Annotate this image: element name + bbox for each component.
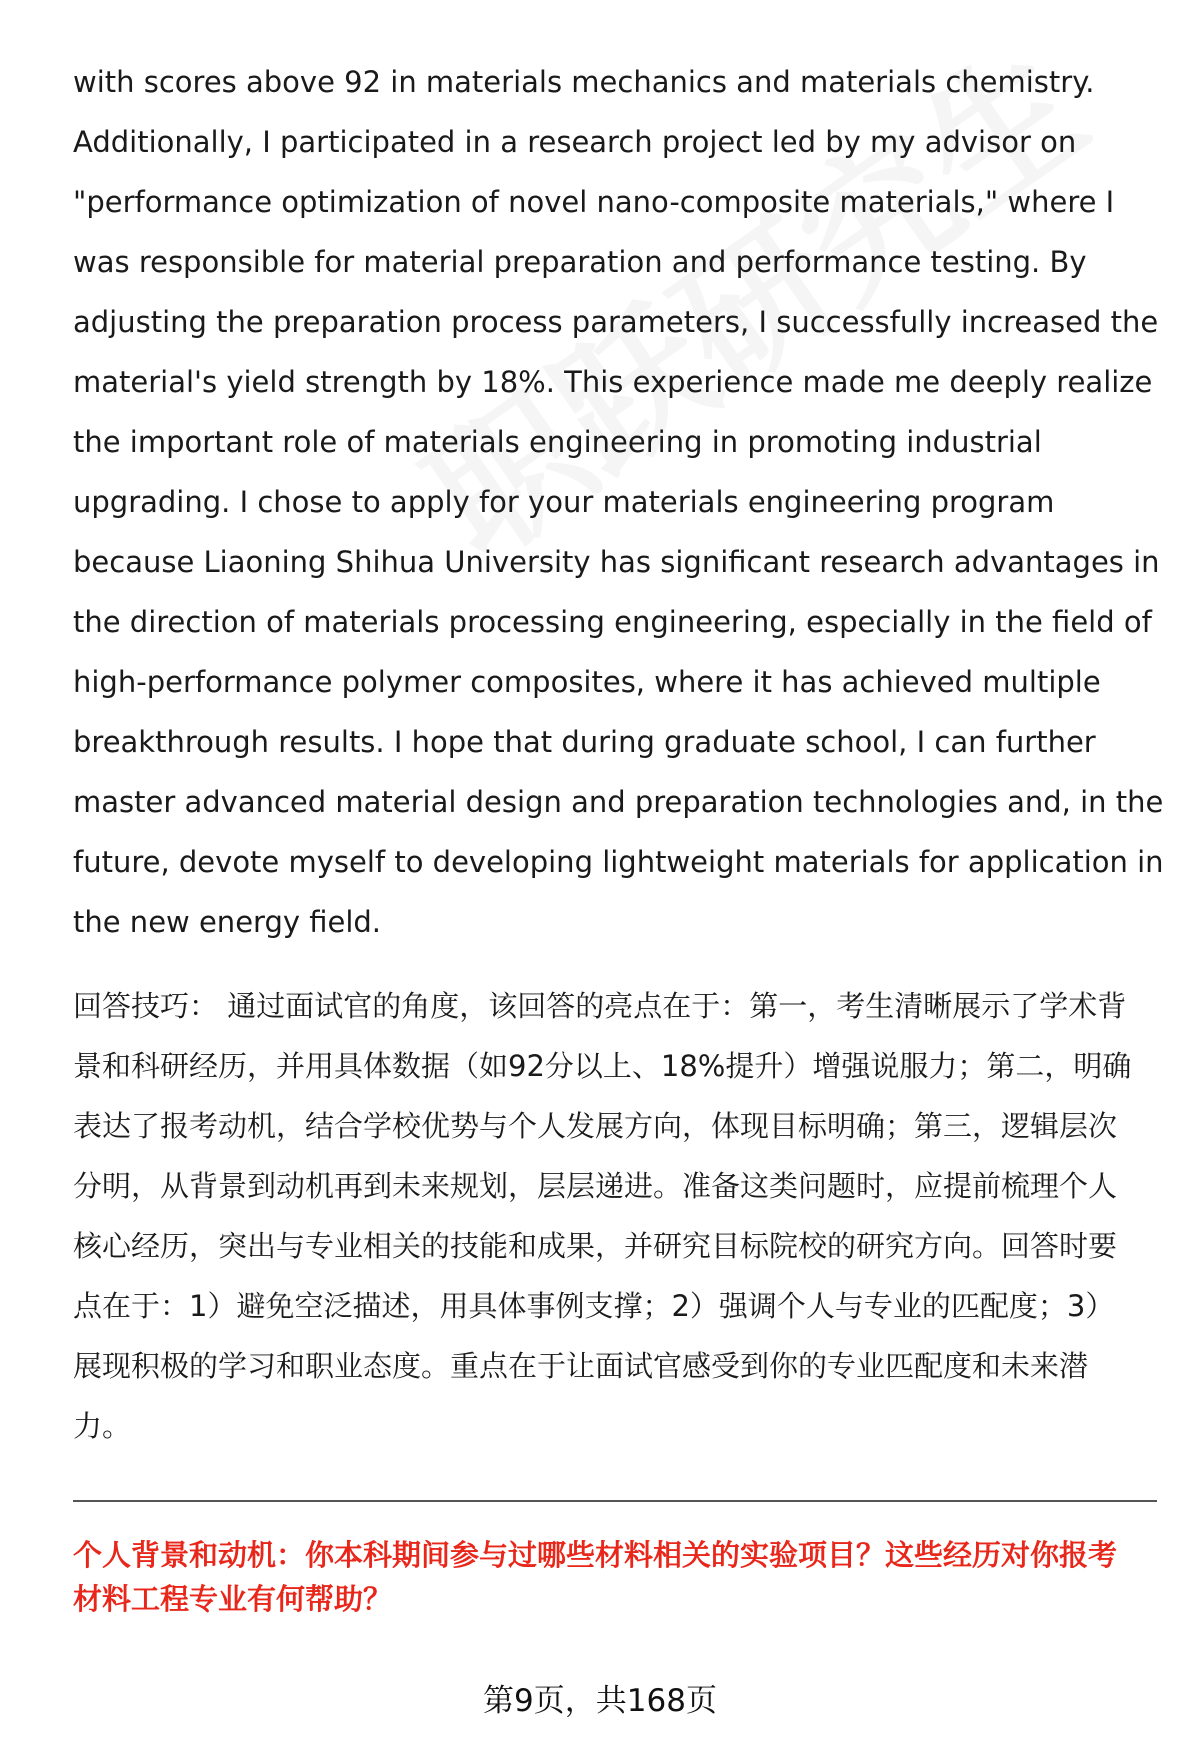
answer-line: adjusting the preparation process parameters, I successfully increased the bbox=[73, 305, 1159, 339]
answer-line: because Liaoning Shihua University has significant research advantages in bbox=[73, 545, 1160, 579]
answer-line: breakthrough results. I hope that during graduate school, I can further bbox=[73, 725, 1096, 759]
answer-line: master advanced material design and preparation technologies and, in the bbox=[73, 785, 1164, 819]
answer-line: Additionally, I participated in a research project led by my advisor on bbox=[73, 125, 1077, 159]
answer-line: the direction of materials processing engineering, especially in the field of bbox=[73, 605, 1152, 639]
tips-line: 景和科研经历，并用具体数据（如92分以上、18%提升）增强说服力；第二，明确 bbox=[73, 1049, 1132, 1083]
question-line: 材料工程专业有何帮助？ bbox=[73, 1582, 393, 1616]
question-heading bbox=[73, 1533, 1163, 1621]
answer-tips-paragraph bbox=[73, 976, 1158, 1456]
answer-line: "performance optimization of novel nano-composite materials," where I bbox=[73, 185, 1115, 219]
answer-line: was responsible for material preparation and performance testing. By bbox=[73, 245, 1087, 279]
answer-line: the new energy field. bbox=[73, 905, 382, 939]
answer-paragraph bbox=[73, 52, 1164, 952]
answer-line: the important role of materials engineering in promoting industrial bbox=[73, 425, 1042, 459]
tips-line: 表达了报考动机，结合学校优势与个人发展方向，体现目标明确；第三，逻辑层次 bbox=[73, 1109, 1118, 1143]
answer-line: upgrading. I chose to apply for your materials engineering program bbox=[73, 485, 1055, 519]
tips-line: 力。 bbox=[73, 1409, 132, 1443]
answer-line: high-performance polymer composites, where it has achieved multiple bbox=[73, 665, 1101, 699]
question-line: 个人背景和动机：你本科期间参与过哪些材料相关的实验项目？这些经历对你报考 bbox=[73, 1538, 1118, 1572]
tips-line: 回答技巧： 通过面试官的角度，该回答的亮点在于：第一，考生清晰展示了学术背 bbox=[73, 989, 1127, 1023]
section-divider bbox=[73, 1500, 1157, 1502]
tips-line: 展现积极的学习和职业态度。重点在于让面试官感受到你的专业匹配度和未来潜 bbox=[73, 1349, 1089, 1383]
answer-line: material's yield strength by 18%. This experience made me deeply realize bbox=[73, 365, 1153, 399]
tips-line: 核心经历，突出与专业相关的技能和成果，并研究目标院校的研究方向。回答时要 bbox=[73, 1229, 1118, 1263]
answer-line: with scores above 92 in materials mechanics and materials chemistry. bbox=[73, 65, 1095, 99]
tips-line: 点在于：1）避免空泛描述，用具体事例支撑；2）强调个人与专业的匹配度；3） bbox=[73, 1289, 1115, 1323]
answer-line: future, devote myself to developing lightweight materials for application in bbox=[73, 845, 1164, 879]
tips-line: 分明，从背景到动机再到未来规划，层层递进。准备这类问题时，应提前梳理个人 bbox=[73, 1169, 1118, 1203]
page-number-footer: 第9页，共168页 bbox=[483, 1683, 717, 1719]
